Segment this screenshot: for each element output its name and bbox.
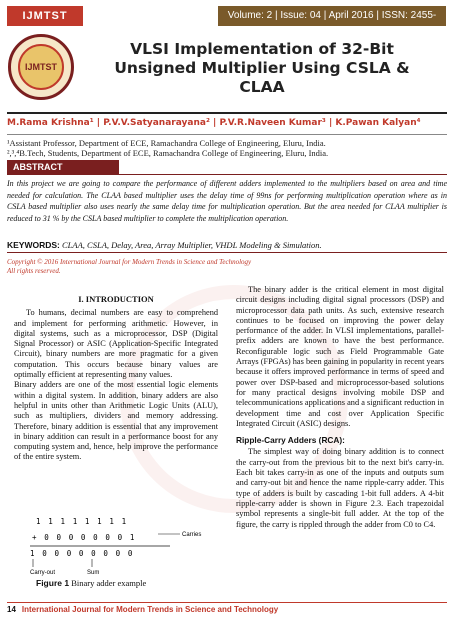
intro-paragraph-2: Binary adders are one of the most essential logic elements within a digital system. In addition, binary adders are also helpful in units other than Arithmetic Logic Units (ALU), such as multipliers, dividers and memory addressing. Therefore, binary addition is essential that any improvement in binary addition can result in a performance boost for any computing system and, hence, help improve the performance of the entire system.: [14, 380, 218, 462]
title-divider: [7, 112, 447, 114]
author-divider: [7, 134, 447, 135]
keywords-label: KEYWORDS:: [7, 240, 60, 250]
copyright-line-1: Copyright © 2016 International Journal for Modern Trends in Science and Technology: [7, 258, 252, 266]
affiliation-2: ²,³,⁴B.Tech, Students, Department of ECE, Ramachandra College of Engineering, Eluru, India.: [7, 148, 329, 158]
figure-sum-row: 1 0 0 0 0 0 0 0 0: [30, 549, 134, 558]
footer-journal: International Journal for Modern Trends in Science and Technology: [21, 605, 279, 614]
logo-emblem: IJMTST: [18, 44, 64, 90]
figure-caption: [36, 578, 216, 588]
abstract-heading: ABSTRACT: [7, 160, 119, 174]
right-paragraph-1: The binary adder is the critical element in most digital circuit designs including digital signal processors (DSP) and microprocessor data path units. As such, extensive research continues to be focused on improving the power delay performance of the adder. In VLSI implementations, parallel-prefix adders are known to have the best performance. Reconfigurable logic such as Field Programmable Gate Arrays (FPGAs) has been gaining in popularity in recent years because it offers improved performance in terms of speed and power over DSP-based and microprocessor-based solutions for many practical designs involving mobile DSP and telecommunications applications and a significant reduction in development time and cost over Application Specific Integrated Circuit (ASIC) designs.: [236, 285, 444, 428]
figure-operand-row: + 0 0 0 0 0 0 0 1: [32, 533, 136, 542]
left-column: [14, 294, 218, 463]
keywords-text: CLAA, CSLA, Delay, Area, Array Multiplier, VHDL Modeling & Simulation.: [62, 240, 322, 250]
journal-header-bar: [0, 0, 453, 41]
footer-divider: [7, 602, 447, 603]
copyright-line-2: All rights reserved.: [7, 267, 61, 275]
right-column: [236, 285, 444, 530]
page-number: 14: [7, 605, 16, 614]
section-heading-introduction: I. INTRODUCTION: [78, 294, 154, 304]
author-list: M.Rama Krishna¹ | P.V.V.Satyanarayana² | P.V.R.Naveen Kumar³ | K.Pawan Kalyan⁴: [7, 118, 421, 128]
page-footer: [7, 605, 278, 614]
abstract-divider: [7, 174, 447, 175]
right-paragraph-2: The simplest way of doing binary addition is to connect the carry-out from the previous bit to the next bit's carry-in. Each bit takes carry-in as one of the inputs and outputs sum and carry-out bit and hence the name ripple-carry adder. This type of adders is built by cascading 1-bit full adders. A 4-bit ripple-carry adder is shown in Figure 2.3. Each trapezoidal symbol represents a single-bit full adder. At the top of the figure, the carry is rippled through the adder from C0 to C4.: [236, 447, 444, 529]
figure-carryout-label: Carry-out: [30, 570, 56, 576]
journal-logo: [8, 34, 74, 100]
figure-caption-text: Binary adder example: [69, 578, 147, 588]
figure-caption-number: Figure 1: [36, 578, 70, 588]
figure-carries-label: Carries: [182, 532, 202, 538]
keywords: [7, 240, 447, 250]
abstract-text: In this project we are going to compare the performance of different adders implemented to the multipliers based on area and time needed for calculation. The CLAA based multiplier uses the delay time of 99ns for performing multiplication operation where as in CSLA based multiplier also uses nearly the same delay time for multiplication operation. But the area needed for CLAA multiplier is reduced to 31 % by the CSLA based multiplier to complete the multiplication operation.: [7, 179, 447, 223]
copyright-notice: [7, 258, 307, 276]
affiliation-1: ¹Assistant Professor, Department of ECE, Ramachandra College of Engineering, Eluru, India.: [7, 138, 326, 148]
volume-info: Volume: 2 | Issue: 04 | April 2016 | ISSN: 2455-3778: [218, 6, 446, 26]
intro-paragraph-1: To humans, decimal numbers are easy to comprehend and implement for performing arithmetic. However, in digital systems, such as a microprocessor, DSP (Digital Signal Processor) or ASIC (Application-Specific Integrated Circuit), binary numbers are more pragmatic for a given computation. This occurs because binary values are optimally efficient at representing many values.: [14, 308, 218, 380]
keywords-divider: [7, 252, 447, 253]
binary-adder-figure: [30, 512, 210, 580]
paper-title: VLSI Implementation of 32-Bit Unsigned Multiplier Using CSLA & CLAA: [114, 40, 410, 96]
figure-sum-label: Sum: [87, 570, 100, 576]
subheading-rca: Ripple-Carry Adders (RCA):: [236, 435, 345, 446]
journal-badge: IJMTST: [7, 6, 83, 26]
figure-carries-row: 1 1 1 1 1 1 1 1: [36, 517, 128, 526]
